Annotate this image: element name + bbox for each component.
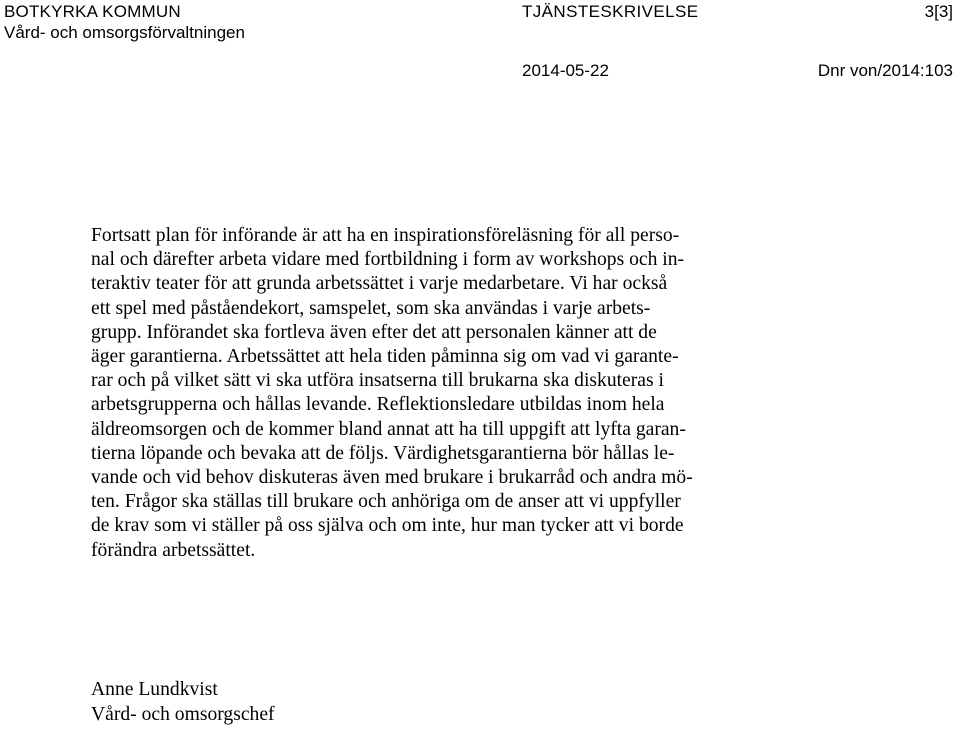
paragraph-line: äger garantierna. Arbetssättet att hela tiden påminna sig om vad vi garante- bbox=[91, 346, 679, 368]
paragraph-line: förändra arbetssättet. bbox=[91, 539, 256, 561]
page-number: 3[3] bbox=[924, 2, 953, 21]
document-date: 2014-05-22 bbox=[522, 61, 609, 80]
paragraph-line: ett spel med påståendekort, samspelet, som ska användas i varje arbets- bbox=[91, 297, 651, 319]
paragraph-line: vande och vid behov diskuteras även med brukare i brukarråd och andra mö- bbox=[91, 467, 693, 489]
department-name: Vård- och omsorgsförvaltningen bbox=[4, 23, 245, 42]
paragraph-line: arbetsgrupperna och hållas levande. Reflektionsledare utbildas inom hela bbox=[91, 394, 665, 416]
paragraph-line: grupp. Införandet ska fortleva även efter det att personalen känner att de bbox=[91, 321, 657, 343]
paragraph-line: ten. Frågor ska ställas till brukare och anhöriga om de anser att vi uppfyller bbox=[91, 491, 681, 513]
signatory-title: Vård- och omsorgschef bbox=[91, 703, 275, 725]
paragraph-line: rar och på vilket sätt vi ska utföra insatserna till brukarna ska diskuteras i bbox=[91, 370, 664, 392]
organization-name: BOTKYRKA KOMMUN bbox=[4, 2, 181, 21]
paragraph-line: nal och därefter arbeta vidare med fortbildning i form av workshops och in- bbox=[91, 249, 685, 271]
body-paragraph bbox=[91, 224, 831, 563]
paragraph-line: Fortsatt plan för införande är att ha en inspirationsföreläsning för all perso- bbox=[91, 225, 680, 246]
reference-number: Dnr von/2014:103 bbox=[817, 61, 953, 80]
paragraph-line: de krav som vi ställer på oss själva och om inte, hur man tycker att vi borde bbox=[91, 515, 684, 537]
signatory-name: Anne Lundkvist bbox=[91, 679, 218, 700]
paragraph-line: äldreomsorgen och de kommer bland annat att ha till uppgift att lyfta garan- bbox=[91, 418, 686, 440]
document-type: TJÄNSTESKRIVELSE bbox=[522, 2, 699, 21]
signature-block bbox=[91, 678, 275, 727]
paragraph-line: tierna löpande och bevaka att de följs. Värdighetsgarantierna bör hållas le- bbox=[91, 442, 675, 464]
paragraph-line: teraktiv teater för att grunda arbetssättet i varje medarbetare. Vi har också bbox=[91, 273, 668, 295]
